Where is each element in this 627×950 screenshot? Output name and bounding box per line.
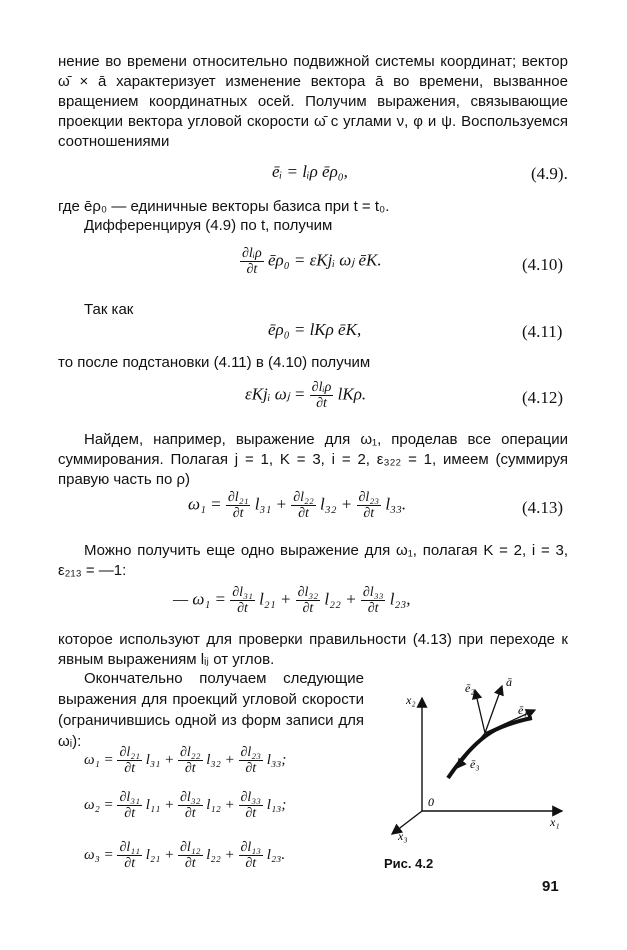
- fraction: $\frac{\text{∂l₁₂}}{\partial t}$: [179, 840, 201, 871]
- fraction: $\frac{\text{∂l₃₂}}{\partial t}$: [297, 585, 319, 616]
- figure-4-2: [370, 668, 570, 848]
- term: l₃₂ +: [206, 751, 235, 768]
- equation-4-10-number: (4.10): [522, 255, 564, 274]
- term: l₂₃,: [389, 589, 411, 609]
- figure-caption: Рис. 4.2: [384, 856, 434, 871]
- term: l₂₂ +: [206, 846, 235, 863]
- equation-4-13-alt: [173, 585, 410, 616]
- page-number: 91: [542, 878, 559, 895]
- label-e1: ē₁: [518, 703, 528, 717]
- equation-4-10-rest: ēρ₀ = εKjᵢ ωⱼ ēK.: [268, 250, 382, 270]
- equation-4-13-lhs: ω₁ =: [188, 494, 222, 514]
- paragraph-7: Можно получить еще одно выражение для ω₁, полагая K = 2, i = 3, ε₂₁₃ = —1:: [58, 542, 568, 579]
- fraction: $\frac{\text{∂l₃₁}}{\partial t}$: [119, 790, 140, 821]
- term: l₃₃.: [385, 494, 407, 514]
- paragraph-9: Окончательно получаем следующие выражения для проекций угловой скорости (ограничившись одной из форм записи для ωᵢ):: [58, 670, 364, 750]
- paragraph-1: нение во времени относительно подвижной системы координат; вектор ω̄ × ā характеризует изменение вектора ā во времени, вызванное вращением координатных осей. Получим выражения, связывающие проекции вектора угловой скорости ω̄ с углами ν, φ и ψ. Воспользуемся соотношениями: [58, 53, 568, 150]
- fraction: $\frac{\text{∂l₃₃}}{\partial t}$: [362, 585, 384, 616]
- label-x1: x₁: [550, 815, 560, 829]
- label-x3: x₃: [398, 829, 408, 843]
- term: l₂₃.: [266, 846, 286, 863]
- fraction: $\frac{\text{∂l₂₂}}{\partial t}$: [179, 745, 201, 776]
- fraction: $\frac{\text{∂l₃₁}}{\partial t}$: [232, 585, 253, 616]
- equation-4-10: [240, 246, 382, 277]
- fraction: $\frac{\text{∂l₂₁}}{\partial t}$: [227, 490, 249, 521]
- label-e3: ē₃: [470, 757, 480, 771]
- final-equation-1: [84, 745, 286, 776]
- final-eq-lhs: ω₃ =: [84, 846, 114, 863]
- label-x2: x₂: [406, 693, 416, 707]
- paragraph-4: Так как: [84, 301, 134, 318]
- equation-4-9-number: (4.9).: [531, 164, 568, 183]
- term: l₃₁ +: [254, 494, 287, 514]
- equation-4-12: [245, 380, 366, 411]
- fraction: $\frac{\text{∂l₂₃}}{\partial t}$: [240, 745, 262, 776]
- paragraph-5: то после подстановки (4.11) в (4.10) получим: [58, 354, 371, 371]
- fraction: $\frac{\text{∂l₂₃}}{\partial t}$: [358, 490, 380, 521]
- fraction: $\frac{\text{∂l₂₁}}{\partial t}$: [119, 745, 140, 776]
- term: l₂₁ +: [145, 846, 175, 863]
- fraction: $\frac{\text{∂lᵢρ}}{\partial t}$: [311, 380, 332, 411]
- fraction: $\frac{\text{∂l₁₃}}{\partial t}$: [240, 840, 262, 871]
- final-eq-lhs: ω₂ =: [84, 796, 114, 813]
- paragraph-6: Найдем, например, выражение для ω₁, проделав все операции суммирования. Полагая j = 1, K = 3, i = 2, ε₃₂₂ = 1, имеем (суммируя правую часть по ρ): [58, 431, 568, 488]
- term: l₃₃;: [266, 751, 287, 768]
- label-e2: ē₂: [465, 681, 475, 695]
- final-eq-lhs: ω₁ =: [84, 751, 114, 768]
- term: l₂₁ +: [259, 589, 292, 609]
- final-equation-3: [84, 840, 285, 871]
- label-origin: 0: [428, 795, 434, 809]
- term: l₁₃;: [266, 796, 287, 813]
- equation-4-12-number: (4.12): [522, 388, 564, 407]
- equation-4-11: [268, 320, 361, 340]
- equation-4-11-number: (4.11): [522, 322, 563, 341]
- equation-alt-lhs: — ω₁ =: [173, 589, 227, 609]
- paragraph-8: которое используют для проверки правильности (4.13) при переходе к явным выражениям lᵢⱼ от углов.: [58, 631, 568, 668]
- vector-e2: [475, 690, 485, 733]
- equation-4-12-rest: lKρ.: [337, 384, 367, 404]
- equation-4-13: [188, 490, 406, 521]
- term: l₃₁ +: [145, 751, 175, 768]
- fraction: $\frac{\text{∂l₂₂}}{\partial t}$: [293, 490, 314, 521]
- label-a: ā: [506, 675, 512, 689]
- equation-4-13-number: (4.13): [522, 498, 564, 517]
- trajectory-curve: [448, 718, 532, 778]
- fraction: $\frac{\text{∂l₁₁}}{\partial t}$: [119, 840, 140, 871]
- fraction: $\frac{\text{∂l₃₂}}{\partial t}$: [179, 790, 201, 821]
- term: l₁₂ +: [206, 796, 235, 813]
- equation-4-12-lhs: εKjᵢ ωⱼ =: [245, 384, 306, 404]
- equation-4-9-formula: ēᵢ = lᵢρ ēρ₀,: [272, 162, 348, 181]
- term: l₂₂ +: [324, 589, 357, 609]
- paragraph-3: Дифференцируя (4.9) по t, получим: [84, 217, 333, 234]
- fraction: $\frac{\text{∂lᵢρ}}{\partial t}$: [242, 246, 262, 277]
- equation-4-9: [272, 162, 348, 182]
- fraction: $\frac{\text{∂l₃₃}}{\partial t}$: [240, 790, 262, 821]
- equation-4-11-formula: ēρ₀ = lKρ ēK,: [268, 320, 362, 339]
- term: l₃₂ +: [320, 494, 353, 514]
- final-equation-2: [84, 790, 286, 821]
- paragraph-2: где ēρ₀ — единичные векторы базиса при t = t₀.: [58, 198, 390, 215]
- term: l₁₁ +: [145, 796, 175, 813]
